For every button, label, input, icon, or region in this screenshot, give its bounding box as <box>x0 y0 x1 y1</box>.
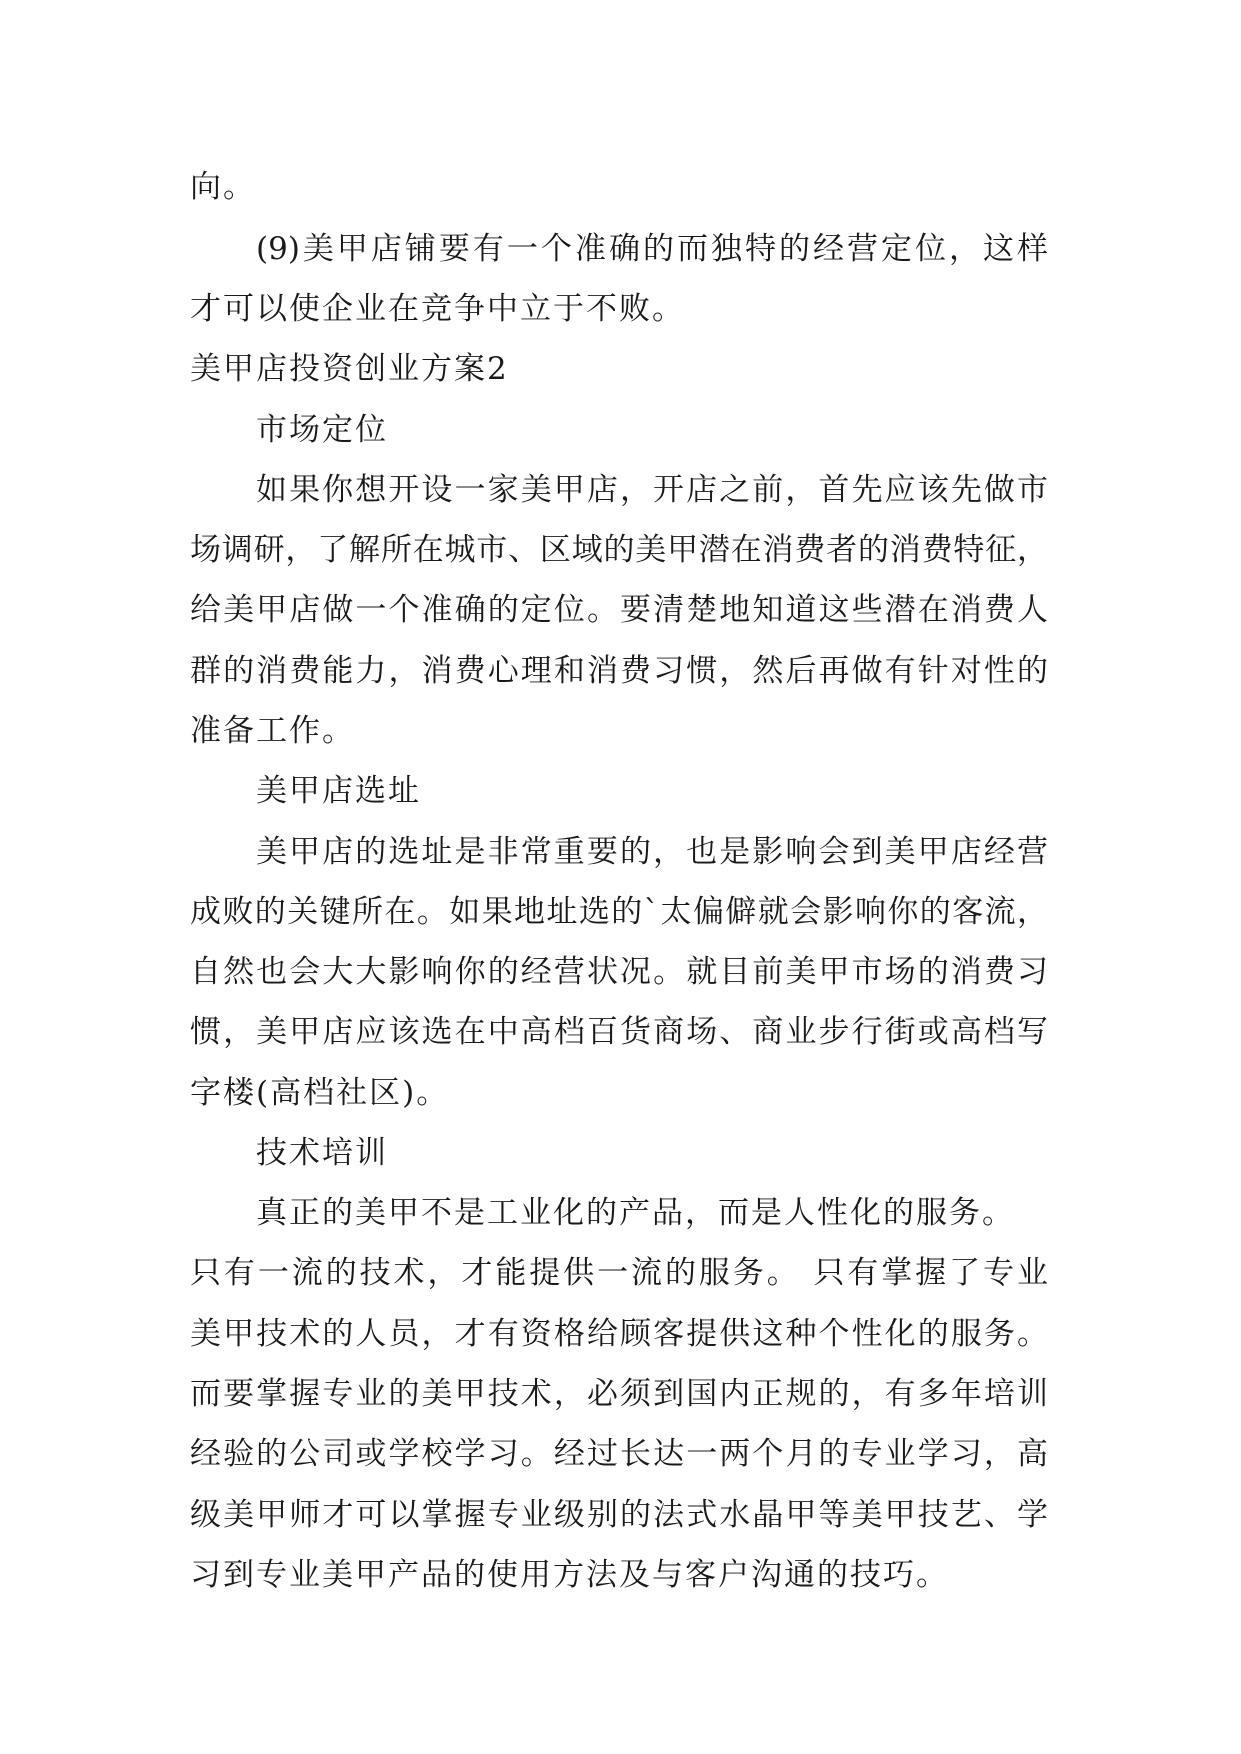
paragraph-line: 美甲技术的人员，才有资格给顾客提供这种个性化的服务。 <box>190 1316 1048 1352</box>
subheading: 美甲店选址 <box>256 773 421 809</box>
paragraph-line: 场调研，了解所在城市、区域的美甲潜在消费者的消费特征， <box>190 532 1048 568</box>
paragraph-line: 向。 <box>190 169 256 205</box>
paragraph-line: 给美甲店做一个准确的定位。要清楚地知道这些潜在消费人 <box>190 592 1048 628</box>
paragraph-line: 美甲店的选址是非常重要的，也是影响会到美甲店经营 <box>256 834 1048 870</box>
paragraph-line: 惯，美甲店应该选在中高档百货商场、商业步行街或高档写 <box>190 1014 1048 1050</box>
paragraph-line: 成败的关键所在。如果地址选的`太偏僻就会影响你的客流， <box>190 894 1048 930</box>
paragraph-line: (9)美甲店铺要有一个准确的而独特的经营定位，这样 <box>256 231 1048 267</box>
paragraph-line: 真正的美甲不是工业化的产品，而是人性化的服务。 <box>256 1195 1015 1231</box>
paragraph-line: 如果你想开设一家美甲店，开店之前，首先应该先做市 <box>256 472 1048 508</box>
subheading: 技术培训 <box>256 1135 388 1171</box>
paragraph-line: 经验的公司或学校学习。经过长达一两个月的专业学习，高 <box>190 1436 1048 1472</box>
section-title: 美甲店投资创业方案2 <box>190 351 509 387</box>
paragraph-line: 只有一流的技术，才能提供一流的服务。 只有掌握了专业 <box>190 1255 1048 1291</box>
paragraph-line: 群的消费能力，消费心理和消费习惯，然后再做有针对性的 <box>190 653 1048 689</box>
paragraph-line: 字楼(高档社区)。 <box>190 1075 450 1111</box>
paragraph-line: 才可以使企业在竞争中立于不败。 <box>190 291 685 327</box>
paragraph-line: 习到专业美甲产品的使用方法及与客户沟通的技巧。 <box>190 1557 949 1593</box>
paragraph-line: 而要掌握专业的美甲技术，必须到国内正规的，有多年培训 <box>190 1376 1048 1412</box>
subheading: 市场定位 <box>256 412 388 448</box>
paragraph-line: 自然也会大大影响你的经营状况。就目前美甲市场的消费习 <box>190 954 1048 990</box>
paragraph-line: 级美甲师才可以掌握专业级别的法式水晶甲等美甲技艺、学 <box>190 1497 1048 1533</box>
paragraph-line: 准备工作。 <box>190 713 355 749</box>
